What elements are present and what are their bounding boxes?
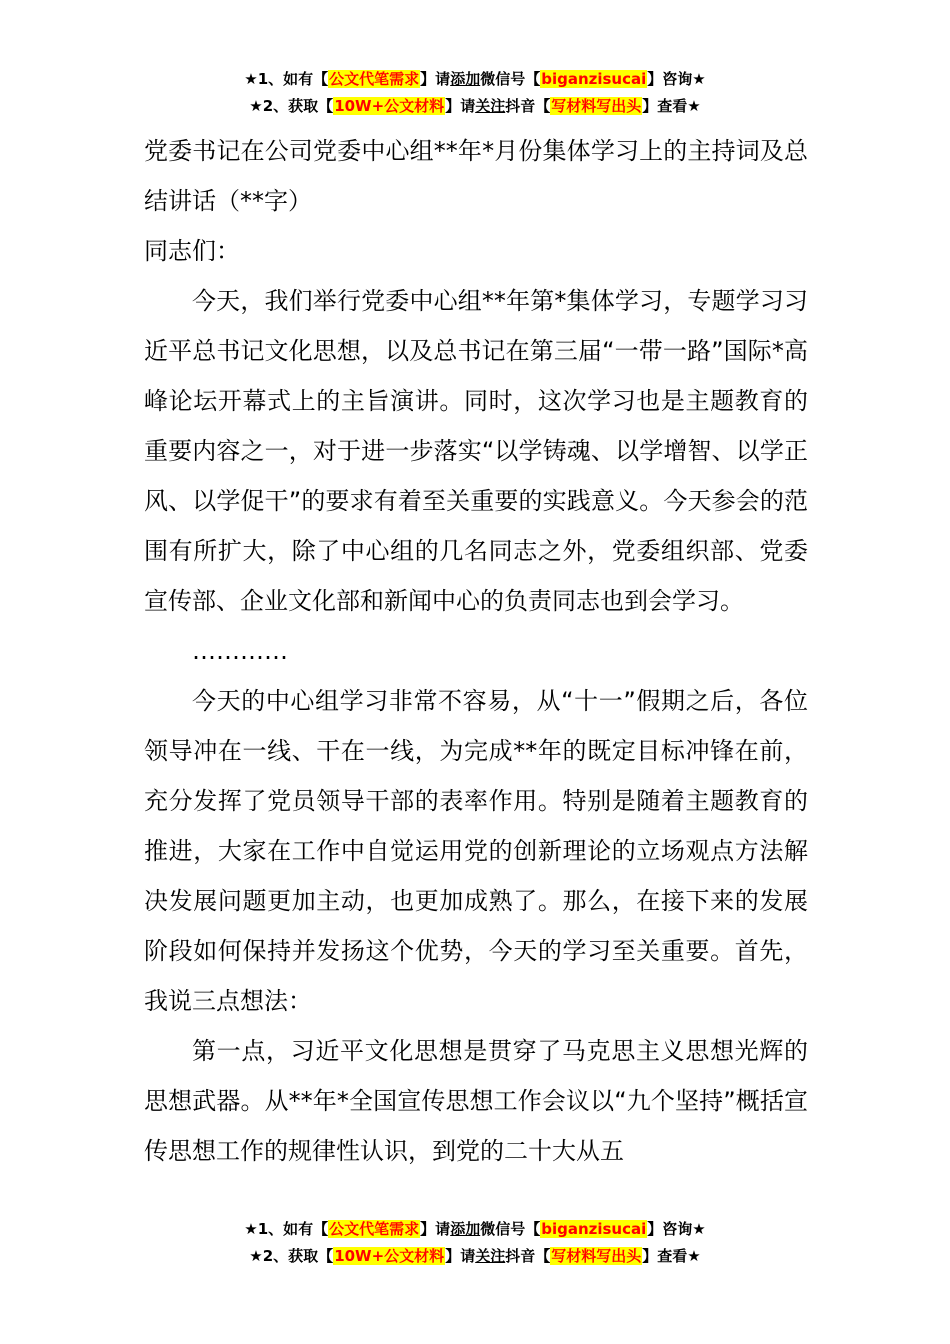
promo-text: 】咨询★ [647,1220,706,1238]
promo-text: ★2、获取【 [249,97,334,115]
promo-line-2 [0,93,950,120]
promo-highlight: 写材料写出头 [551,97,642,115]
promo-line-1 [0,66,950,93]
promo-underline: 关注 [475,97,506,115]
promo-underline: 关注 [475,1247,506,1265]
promo-highlight: 公文代笔需求 [329,1220,420,1238]
document-body [144,126,808,1176]
promo-text: ★2、获取【 [249,1247,334,1265]
promo-underline: 添加 [450,1220,481,1238]
paragraph: 第一点，习近平文化思想是贯穿了马克思主义思想光辉的思想武器。从**年*全国宣传思想工作会议以“九个坚持”概括宣传思想工作的规律性认识，到党的二十大从五 [144,1037,808,1165]
paragraph: 今天，我们举行党委中心组**年第*集体学习，专题学习习近平总书记文化思想，以及总书记在第三届“一带一路”国际*高峰论坛开幕式上的主旨演讲。同时，这次学习也是主题教育的重要内容之一，对于进一步落实“以学铸魂、以学增智、以学正风、以学促干”的要求有着至关重要的实践意义。今天参会的范围有所扩大，除了中心组的几名同志之外，党委组织部、党委宣传部、企业文化部和新闻中心的负责同志也到会学习。 [144,287,808,615]
promo-text: 】请 [420,1220,451,1238]
promo-text: 微信号【 [480,70,541,88]
promo-text: 】请 [445,97,476,115]
promo-text: 抖音【 [505,1247,551,1265]
promo-text: 】查看★ [642,97,701,115]
document-title: 党委书记在公司党委中心组**年*月份集体学习上的主持词及总结讲话（**字） [144,137,808,215]
promo-line-2 [0,1243,950,1270]
promo-underline: 添加 [450,70,481,88]
promo-line-1 [0,1216,950,1243]
promo-highlight: biganzisucai [541,1220,647,1238]
promo-text: 微信号【 [480,1220,541,1238]
header-promo-banner [0,66,950,120]
promo-highlight: 10W+公文材料 [334,97,445,115]
promo-text: ★1、如有【 [244,1220,329,1238]
promo-text: 】请 [445,1247,476,1265]
promo-highlight: 10W+公文材料 [334,1247,445,1265]
promo-text: ★1、如有【 [244,70,329,88]
promo-text: 】请 [420,70,451,88]
promo-highlight: 公文代笔需求 [329,70,420,88]
promo-highlight: biganzisucai [541,70,647,88]
promo-text: 抖音【 [505,97,551,115]
promo-text: 】查看★ [642,1247,701,1265]
salutation: 同志们： [144,237,240,265]
promo-text: 】咨询★ [647,70,706,88]
promo-highlight: 写材料写出头 [551,1247,642,1265]
paragraph: 今天的中心组学习非常不容易，从“十一”假期之后，各位领导冲在一线、干在一线，为完成**年的既定目标冲锋在前，充分发挥了党员领导干部的表率作用。特别是随着主题教育的推进，大家在工作中自觉运用党的创新理论的立场观点方法解决发展问题更加主动，也更加成熟了。那么，在接下来的发展阶段如何保持并发扬这个优势，今天的学习至关重要。首先，我说三点想法： [144,687,808,1015]
ellipsis-paragraph: ………… [192,637,288,665]
footer-promo-banner [0,1216,950,1270]
